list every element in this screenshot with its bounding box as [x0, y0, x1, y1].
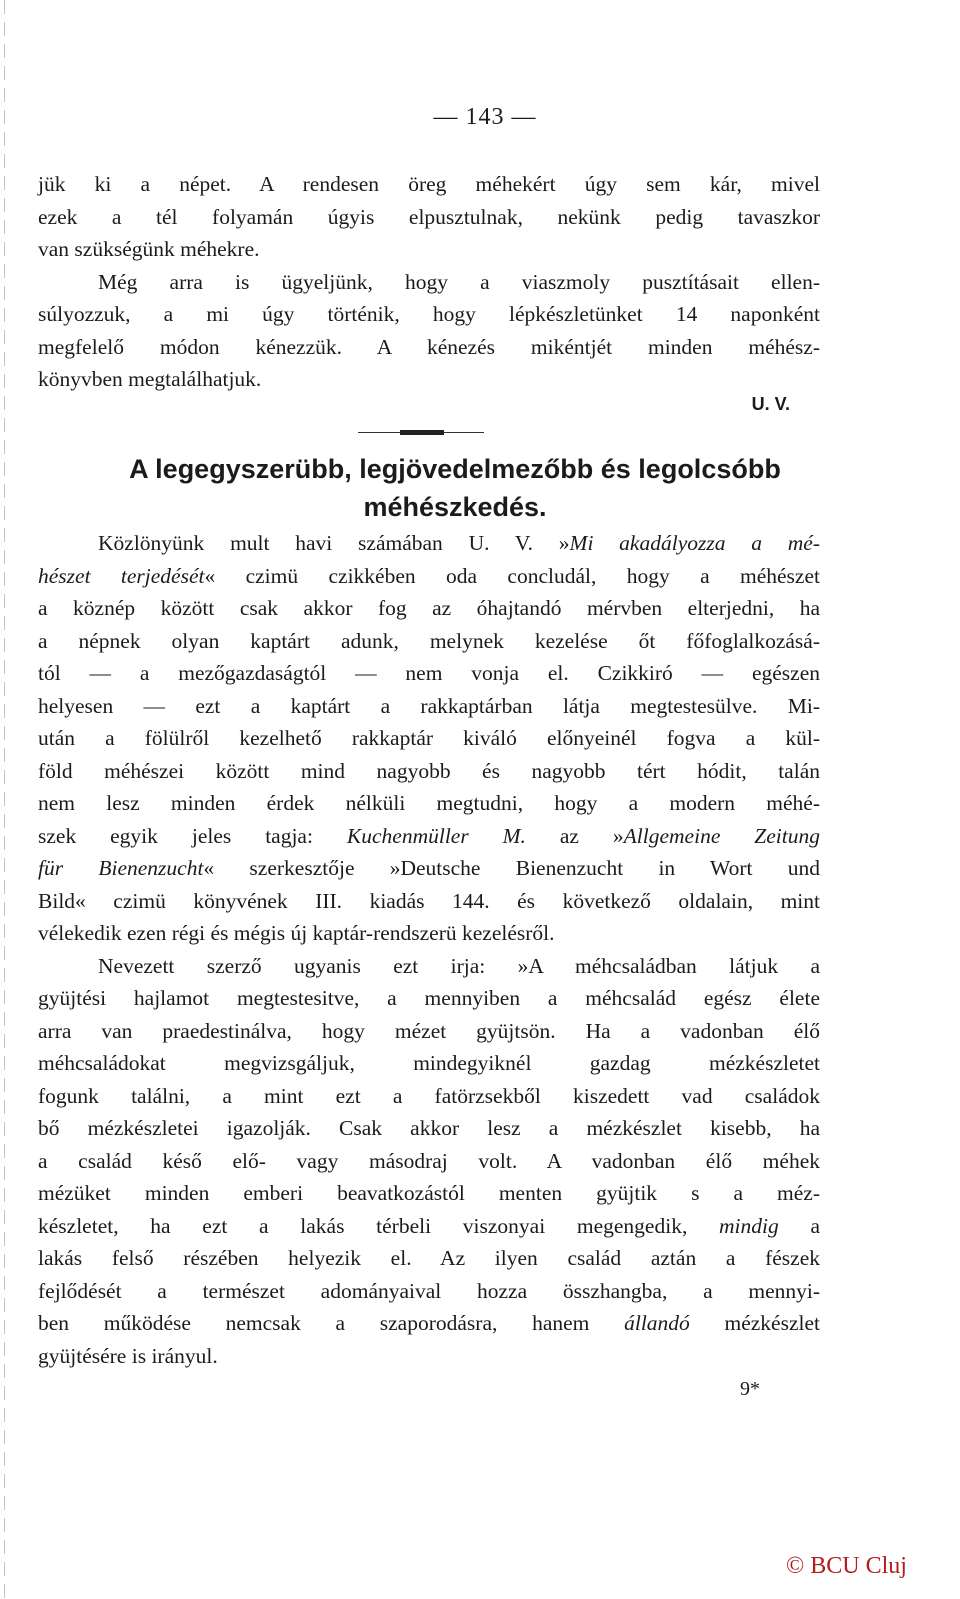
emphasis-run: Kuchenmüller M.: [346, 823, 526, 848]
text-line: méhcsaládokat megvizsgáljuk, mindegyiknél gazdag mézkészletet: [38, 1051, 820, 1075]
text-run: « czimü czikkében oda concludál, hogy a méhészet: [204, 563, 820, 588]
text-line: Nevezett szerző ugyanis ezt irja: »A méhcsaládban látjuk a: [98, 953, 820, 978]
page-number: — 143 —: [433, 104, 537, 130]
section-divider-accent: [400, 430, 444, 435]
emphasis-run: állandó: [624, 1311, 690, 1335]
text-run: Közlönyünk mult havi számában U. V. »: [98, 531, 570, 555]
text-line: [38, 852, 820, 885]
scan-edge: [4, 0, 5, 1599]
library-watermark: © BCU Cluj: [786, 1553, 907, 1579]
signature-mark: 9*: [740, 1378, 760, 1400]
text-run: az »: [525, 823, 624, 848]
text-run: szek egyik jeles tagja:: [38, 823, 347, 848]
emphasis-run: für Bienenzucht: [38, 856, 204, 880]
text-run: « szerkesztője »Deutsche Bienenzucht in Wort und: [203, 856, 820, 880]
text-line: [38, 560, 820, 593]
text-line: ezek a tél folyamán úgyis elpusztulnak, nekünk pedig tavaszkor: [38, 204, 820, 229]
article-body: [38, 527, 820, 1372]
text-line: nem lesz minden érdek nélküli megtudni, hogy a modern méhé-: [38, 791, 820, 815]
text-line: a köznép között csak akkor fog az óhajtandó mérvben elterjedni, ha: [38, 596, 820, 620]
text-line: után a fölülről kezelhető rakkaptár kiváló előnyeinél fogva a kül-: [38, 726, 820, 750]
text-line: fogunk találni, a mint ezt a fatörzsekből kiszedett vad családok: [38, 1083, 820, 1108]
text-line: tól — a mezőgazdaságtól — nem vonja el. Czikkiró — egészen: [38, 661, 820, 685]
text-line: Még arra is ügyeljünk, hogy a viaszmoly pusztításait ellen-: [98, 269, 820, 294]
text-run: ben működése nemcsak a szaporodásra, hanem: [38, 1311, 625, 1335]
text-line: van szükségünk méhekre.: [38, 237, 260, 261]
text-line: bő mézkészletei igazolják. Csak akkor lesz a mézkészlet kisebb, ha: [38, 1116, 820, 1140]
text-line: [38, 527, 820, 560]
emphasis-run: Allgemeine Zeitung: [623, 823, 821, 848]
emphasis-run: Mi akadályozza a mé-: [569, 531, 821, 555]
text-line: lakás felső részében helyezik el. Az ilyen család aztán a fészek: [38, 1246, 820, 1270]
text-line: a család késő elő- vagy másodraj volt. A vadonban élő méhek: [38, 1148, 820, 1173]
article-title-line: méhészkedés.: [363, 492, 547, 522]
text-line: [38, 820, 820, 853]
text-line: fejlődését a természet adományaival hozza összhangba, a mennyi-: [38, 1278, 820, 1303]
text-line: gyüjtési hajlamot megtestesitve, a mennyiben a méhcsalád egész élete: [38, 986, 820, 1010]
text-line: a népnek olyan kaptárt adunk, melynek kezelése őt főfoglalkozásá-: [38, 628, 820, 653]
text-run: készletet, ha ezt a lakás térbeli viszonyai megengedik,: [38, 1213, 720, 1238]
text-line: vélekedik ezen régi és mégis új kaptár-rendszerü kezelésről.: [38, 921, 555, 945]
text-line: [38, 1307, 820, 1340]
text-line: könyvben megtalálhatjuk.: [38, 367, 262, 391]
text-line: föld méhészei között mind nagyobb és nagyobb tért hódit, talán: [38, 758, 820, 783]
article-title: [50, 450, 860, 526]
text-run: mézkészlet: [689, 1311, 820, 1335]
text-line: megfelelő módon kénezzük. A kénezés mikéntjét minden méhész-: [38, 334, 820, 359]
text-line: [38, 1210, 820, 1243]
intro-text: [38, 168, 820, 396]
emphasis-run: hészet terjedését: [38, 563, 205, 588]
article-title-line: A legegyszerübb, legjövedelmezőbb és legolcsóbb: [129, 454, 781, 484]
text-line: súlyozzuk, a mi úgy történik, hogy lépkészletünket 14 naponként: [38, 302, 820, 326]
emphasis-run: mindig: [719, 1213, 779, 1238]
text-line: jük ki a népet. A rendesen öreg méhekért úgy sem kár, mivel: [38, 172, 820, 196]
text-line: arra van praedestinálva, hogy mézet gyüjtsön. Ha a vadonban élő: [38, 1018, 820, 1043]
text-run: a: [778, 1213, 820, 1238]
text-line: mézüket minden emberi beavatkozástól menten gyüjtik s a méz-: [38, 1181, 820, 1205]
author-signature: U. V.: [751, 394, 790, 414]
text-line: Bild« czimü könyvének III. kiadás 144. és következő oldalain, mint: [38, 888, 820, 913]
text-line: gyüjtésére is irányul.: [38, 1343, 218, 1368]
text-line: helyesen — ezt a kaptárt a rakkaptárban látja megtestesülve. Mi-: [38, 693, 820, 718]
